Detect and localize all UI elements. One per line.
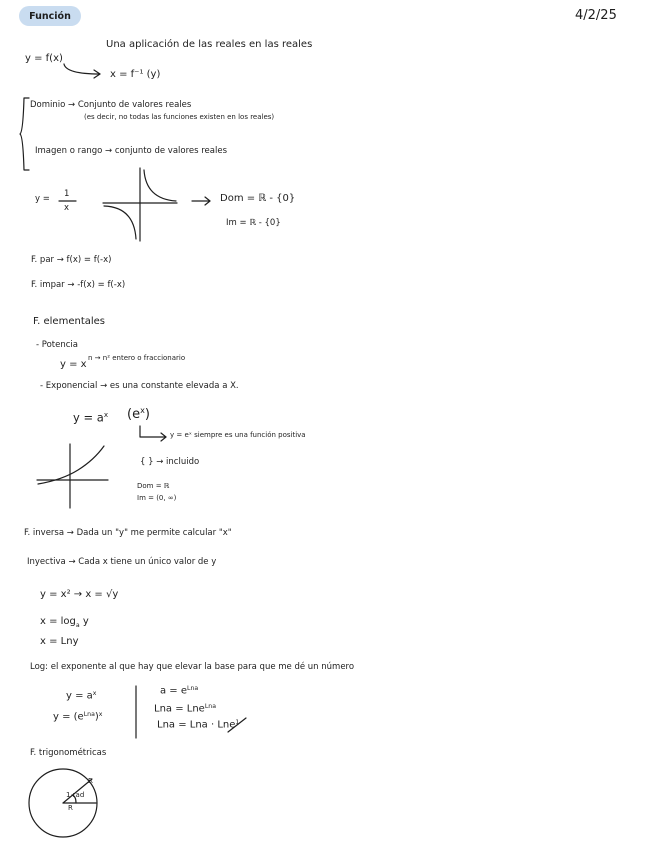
exponential-equation: $y = a^x$ [73, 410, 109, 425]
domain-result: Dom = ℝ - {0} [220, 193, 296, 204]
ln-equation: x = Lny [40, 636, 79, 647]
braces-note: { } → incluido [140, 457, 200, 467]
trig-heading: F. trigonométricas [30, 748, 107, 758]
log-definition: Log: el exponente al que hay que elevar la base para que me dé un número [30, 662, 355, 672]
power-equation: y = x [60, 359, 87, 370]
domain-note: (es decir, no todas las funciones existen en los reales) [84, 113, 275, 121]
log-equation: $x = \log_a y$ [40, 616, 89, 629]
unit-circle-diagram [26, 765, 106, 845]
exp-image: Im = (0, ∞) [137, 494, 177, 502]
x-inverse: x = f⁻¹ (y) [110, 69, 161, 80]
arrow-right-icon [190, 196, 216, 206]
curved-arrow-icon [60, 62, 110, 82]
exp-positive-note: y = eˣ siempre es una función positiva [170, 431, 306, 439]
image-result: Im = ℝ - {0} [226, 218, 281, 228]
y-equals-fx: y = f(x) [25, 53, 63, 64]
strike-mark [226, 716, 248, 734]
ln-a-step1: Lna = Lne$^{Lna}$ [154, 703, 217, 715]
exp-domain: Dom = ℝ [137, 482, 170, 490]
even-function: F. par → f(x) = f(-x) [31, 255, 112, 265]
sqrt-equation: y = x² → x = √y [40, 589, 119, 600]
y-equals-e-lna: $y = (e^{Lna})^x$ [53, 711, 103, 723]
power-exponent-note: n → n² entero o fraccionario [88, 354, 186, 362]
odd-function: F. impar → -f(x) = f(-x) [31, 280, 126, 290]
radius-label-top: R [88, 777, 93, 785]
date: 4/2/25 [575, 8, 617, 23]
y-equals-a-x: $y = a^x$ [66, 690, 97, 702]
exponential-graph [34, 440, 110, 510]
power-heading: - Potencia [36, 340, 78, 350]
hook-arrow-icon [138, 424, 172, 444]
e-to-x: $(e^x)$ [127, 406, 150, 422]
a-equals-e-lna: $a = e^{Lna}$ [160, 685, 199, 697]
title-tag: Función [19, 6, 81, 26]
reciprocal-denominator: x [64, 203, 70, 213]
domain-line: Dominio → Conjunto de valores reales [30, 100, 192, 110]
elementary-heading: F. elementales [33, 316, 106, 327]
reciprocal-graph [100, 165, 180, 245]
intro-line: Una aplicación de las reales en las reales [106, 39, 313, 50]
image-line: Imagen o rango → conjunto de valores reales [35, 146, 228, 156]
vertical-divider [134, 684, 138, 740]
radian-label: 1 rad [66, 791, 85, 799]
exponential-heading: - Exponencial → es una constante elevada a X. [40, 381, 239, 391]
reciprocal-y: y = [35, 194, 50, 204]
ln-a-step2: Lna = Lna · Lne$^1$ [157, 719, 240, 731]
injective-line: Inyectiva → Cada x tiene un único valor de y [27, 557, 217, 567]
inverse-function: F. inversa → Dada un "y" me permite calcular "x" [24, 528, 232, 538]
reciprocal-numerator: 1 [64, 189, 70, 199]
radius-label-bottom: R [68, 804, 73, 812]
